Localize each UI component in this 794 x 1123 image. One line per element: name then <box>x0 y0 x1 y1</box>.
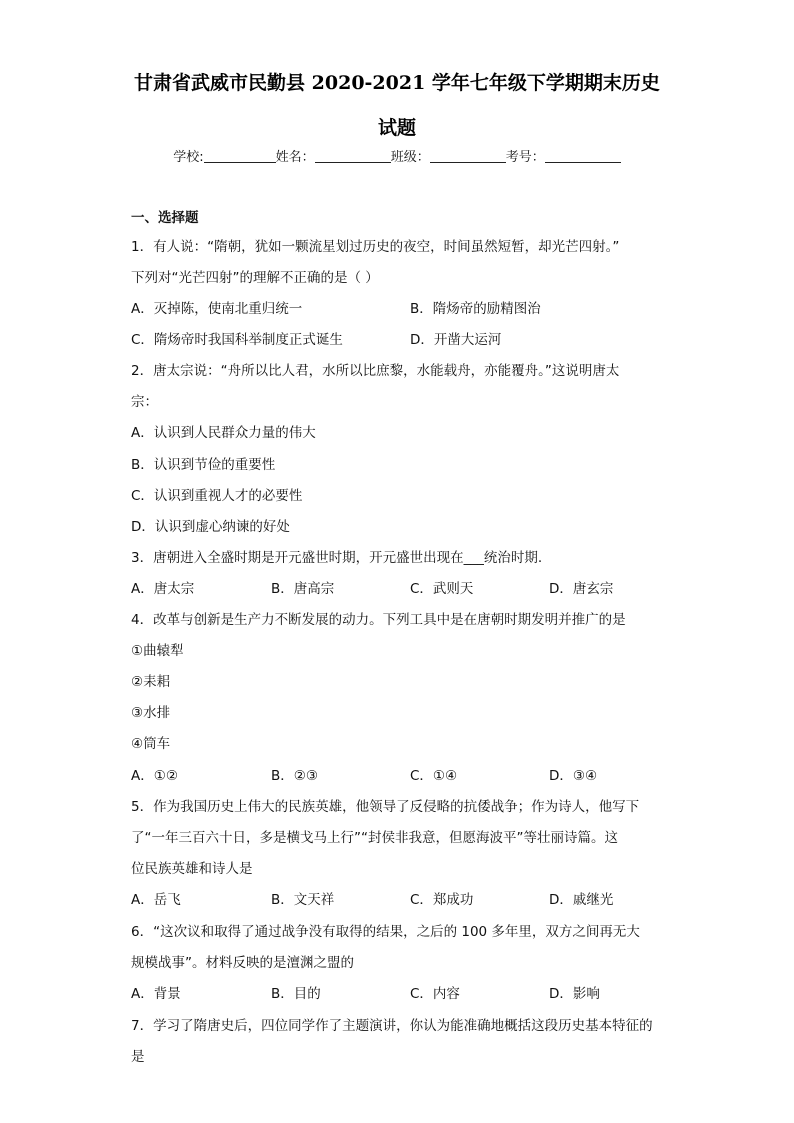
q1-option-d: D．开凿大运河 <box>410 332 502 348</box>
q2-stem-line-1: 2．唐太宗说：“舟所以比人君，水所以比庶黎，水能载舟，亦能覆舟。”这说明唐太 <box>131 363 620 379</box>
exam-title-line-1: 甘肃省武威市民勤县 2020-2021 学年七年级下学期期末历史 <box>134 72 660 94</box>
q6-option-c: C．内容 <box>410 986 460 1002</box>
q5-option-c: C．郑成功 <box>410 892 474 908</box>
q4-option-b: B．②③ <box>271 768 318 784</box>
exam-no-label: 考号： <box>505 150 545 165</box>
q1-option-b: B．隋炀帝的励精图治 <box>410 301 541 317</box>
q4-stem: 4．改革与创新是生产力不断发展的动力。下列工具中是在唐朝时期发明并推广的是 <box>131 612 626 628</box>
name-label: 姓名： <box>275 150 315 165</box>
q5-option-d: D．戚继光 <box>549 892 614 908</box>
q1-stem-line-1: 1．有人说：“隋朝，犹如一颗流星划过历史的夜空，时间虽然短暂，却光芒四射。” <box>131 239 620 255</box>
q3-option-c: C．武则天 <box>410 581 474 597</box>
q3-option-b: B．唐高宗 <box>271 581 335 597</box>
exam-no-blank <box>545 148 621 163</box>
class-label: 班级： <box>390 150 430 165</box>
q2-option-b: B．认识到节俭的重要性 <box>131 457 276 473</box>
section-heading: 一、选择题 <box>131 210 199 226</box>
q6-stem-line-1: 6．“这次议和取得了通过战争没有取得的结果，之后的 100 多年里，双方之间再无大 <box>131 924 640 940</box>
school-label: 学校: <box>173 150 204 165</box>
q4-item-2: ②耒耜 <box>131 674 171 690</box>
name-blank <box>315 148 391 163</box>
exam-title-line-2: 试题 <box>377 117 416 139</box>
q4-item-3: ③水排 <box>131 705 171 721</box>
class-blank <box>430 148 506 163</box>
q5-stem-line-2: 了“一年三百六十日，多是横戈马上行”“封侯非我意，但愿海波平”等壮丽诗篇。这 <box>131 830 618 846</box>
q4-option-a: A．①② <box>131 768 178 784</box>
q1-option-c: C．隋炀帝时我国科举制度正式诞生 <box>131 332 343 348</box>
q4-item-1: ①曲辕犁 <box>131 643 184 659</box>
school-blank <box>204 148 276 163</box>
q4-item-4: ④筒车 <box>131 736 171 752</box>
q5-option-a: A．岳飞 <box>131 892 181 908</box>
q2-option-a: A．认识到人民群众力量的伟大 <box>131 425 316 441</box>
q3-option-d: D．唐玄宗 <box>549 581 614 597</box>
q3-option-a: A．唐太宗 <box>131 581 195 597</box>
q5-stem-line-1: 5．作为我国历史上伟大的民族英雄，他领导了反侵略的抗倭战争；作为诗人，他写下 <box>131 799 640 815</box>
q4-option-c: C．①④ <box>410 768 458 784</box>
q6-option-b: B．目的 <box>271 986 321 1002</box>
q6-stem-line-2: 规模战事”。材料反映的是澶渊之盟的 <box>131 955 354 971</box>
q7-stem-line-1: 7．学习了隋唐史后，四位同学作了主题演讲，你认为能准确地概括这段历史基本特征的 <box>131 1018 653 1034</box>
q6-option-a: A．背景 <box>131 986 181 1002</box>
q1-option-a: A．灭掉陈，使南北重归统一 <box>131 301 303 317</box>
q6-option-d: D．影响 <box>549 986 600 1002</box>
q1-stem-line-2: 下列对“光芒四射”的理解不正确的是（ ） <box>131 270 379 286</box>
student-info-row <box>0 146 794 165</box>
q2-option-c: C．认识到重视人才的必要性 <box>131 488 303 504</box>
q3-stem: 3．唐朝进入全盛时期是开元盛世时期，开元盛世出现在___统治时期. <box>131 550 543 566</box>
q2-stem-line-2: 宗： <box>131 394 158 410</box>
q7-stem-line-2: 是 <box>131 1049 145 1065</box>
q5-stem-line-3: 位民族英雄和诗人是 <box>131 861 253 877</box>
q2-option-d: D．认识到虚心纳谏的好处 <box>131 519 290 535</box>
q4-option-d: D．③④ <box>549 768 598 784</box>
q5-option-b: B．文天祥 <box>271 892 335 908</box>
